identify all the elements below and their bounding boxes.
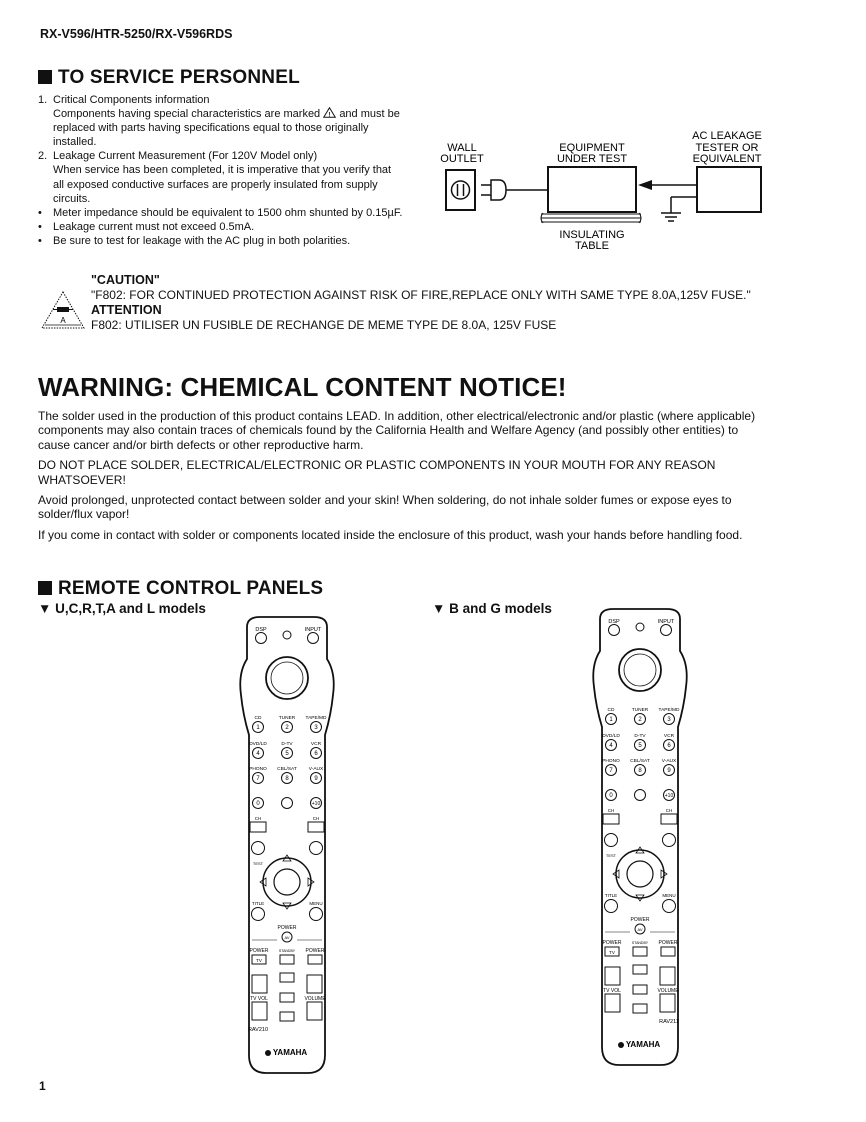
digit-label-8: 8: [285, 776, 289, 782]
tape-label: TAPE/MD: [305, 716, 327, 721]
item1-line1a: Components having special characteristics are marked: [53, 108, 321, 121]
model-number-left: RAV210: [247, 1027, 269, 1033]
cd-label: CD: [254, 716, 262, 721]
ch-label-left: CH: [254, 816, 262, 821]
power-av-label: POWER: [630, 917, 650, 923]
dvd-label: DVD/LD: [602, 734, 620, 739]
warning-paragraph-1: The solder used in the production of this product contains LEAD. In addition, other electrical/electronic and/or plastic (where applicable) components may also contain traces of chemicals found by the California Health and Welfare Agency (and possibly other entities) to cause cancer and/or birth defects or other reproductive harm.: [38, 409, 756, 452]
item2-line1: When service has been completed, it is imperative that you verify that: [53, 164, 392, 177]
ac-plug-icon: [481, 180, 548, 200]
digit-label-6: 6: [314, 751, 318, 757]
digit-label-2: 2: [638, 717, 642, 723]
ground-symbol-icon: [661, 197, 697, 221]
tvvol-label: TV VOL: [603, 988, 621, 994]
digit-label-plus10: +10: [311, 801, 321, 807]
item2-line2: all exposed conductive surfaces are properly insulated from supply: [53, 178, 378, 191]
digit-label-1: 1: [609, 717, 613, 723]
tester-label-1: AC LEAKAGE: [692, 130, 762, 142]
cd-label: CD: [607, 708, 615, 713]
wall-outlet-label-2: OUTLET: [440, 153, 484, 165]
standby-label: STANDBY: [631, 941, 649, 945]
equipment-label-1: EQUIPMENT: [559, 142, 625, 154]
dtv-label: D-TV: [634, 734, 646, 739]
item1-number: 1.: [38, 94, 48, 106]
digit-label-7: 7: [256, 776, 260, 782]
ch-label-left: CH: [607, 808, 615, 813]
item1-line2: replaced with parts having specifications equal to those originally: [53, 122, 369, 135]
power-av2-label: POWER: [305, 948, 325, 954]
test-label: TEST: [605, 853, 617, 858]
digit-label-2: 2: [285, 725, 289, 731]
item1-title: Critical Components information: [53, 94, 210, 106]
service-section-heading: [38, 67, 300, 89]
insulating-table: [541, 213, 641, 223]
service-title: TO SERVICE PERSONNEL: [58, 67, 300, 88]
square-bullet-icon: [38, 70, 52, 84]
digit-label-plus10: +10: [664, 793, 674, 799]
tuner-label: TUNER: [278, 716, 296, 721]
phono-label: PHONO: [249, 767, 267, 772]
digit-label-1: 1: [256, 725, 260, 731]
item1-line1b: and must be: [339, 108, 400, 121]
digit-label-7: 7: [609, 768, 613, 774]
digit-label-9: 9: [667, 768, 671, 774]
service-instructions: [38, 93, 438, 248]
svg-text:!: !: [328, 112, 331, 119]
av-label: AV: [637, 927, 643, 932]
wall-outlet-label-1: WALL: [447, 142, 477, 154]
title-label: TITLE: [251, 901, 265, 906]
warning-triangle-icon: [323, 107, 336, 118]
bullet-icon: •: [38, 220, 42, 233]
digit-label-6: 6: [667, 743, 671, 749]
av-label: AV: [284, 935, 290, 940]
dtv-label: D-TV: [281, 742, 293, 747]
bullet-icon: •: [38, 234, 42, 247]
title-label: TITLE: [604, 893, 618, 898]
tvvol-label: TV VOL: [250, 996, 268, 1002]
dsp-label: DSP: [255, 627, 267, 633]
warning-paragraph-3: Avoid prolonged, unprotected contact between solder and your skin! When soldering, do not inhale solder fumes or expose eyes to solder/flux vapor!: [38, 493, 732, 522]
standby-label: STANDBY: [278, 949, 296, 953]
phono-label: PHONO: [602, 759, 620, 764]
tester-label-2: TESTER OR: [695, 142, 759, 154]
tv-label: TV: [256, 958, 262, 963]
remote-section-heading: [38, 578, 323, 600]
tuner-label: TUNER: [631, 708, 649, 713]
vaux-label: V-AUX: [308, 767, 324, 772]
right-remote-caption: ▼ B and G models: [432, 601, 552, 616]
yamaha-logo-icon: [265, 1050, 271, 1056]
cblsat-label: CBL/SAT: [630, 759, 650, 764]
yamaha-logo-icon: [618, 1042, 624, 1048]
brand-left: YAMAHA: [272, 1048, 308, 1057]
left-remote-caption: ▼ U,C,R,T,A and L models: [38, 601, 206, 616]
dsp-label: DSP: [608, 619, 620, 625]
digit-label-3: 3: [667, 717, 671, 723]
caution-block: [91, 273, 751, 333]
item1-line3: installed.: [53, 136, 97, 149]
volume-label: VOLUME: [304, 996, 326, 1002]
vcr-label: VCR: [310, 742, 322, 747]
bullet-2: Leakage current must not exceed 0.5mA.: [53, 220, 255, 233]
item2-number: 2.: [38, 150, 48, 163]
leakage-test-diagram: [435, 125, 770, 255]
digit-label-5: 5: [638, 743, 642, 749]
item2-line3: circuits.: [53, 192, 91, 205]
tv-label: TV: [609, 950, 615, 955]
document-header-model: RX-V596/HTR-5250/RX-V596RDS: [40, 27, 233, 41]
warning-body: [38, 409, 766, 548]
page-number: 1: [39, 1079, 46, 1093]
tester-label-3: EQUIVALENT: [692, 153, 762, 165]
item1-body: [38, 107, 438, 149]
volume-label: VOLUME: [657, 988, 679, 994]
caution-text-fr: F802: UTILISER UN FUSIBLE DE RECHANGE DE MEME TYPE DE 8.0A, 125V FUSE: [91, 318, 557, 332]
table-label-1: INSULATING: [559, 229, 625, 241]
bullet-icon: •: [38, 206, 42, 219]
input-label: INPUT: [657, 619, 675, 625]
caution-fuse-icon: [40, 290, 86, 330]
item2-body: [38, 163, 438, 205]
digit-label-9: 9: [314, 776, 318, 782]
warning-paragraph-4: If you come in contact with solder or components located inside the enclosure of this product, wash your hands before handling food.: [38, 527, 743, 542]
dvd-label: DVD/LD: [249, 742, 267, 747]
menu-label: MENU: [309, 901, 323, 906]
digit-label-8: 8: [638, 768, 642, 774]
power-av2-label: POWER: [658, 940, 678, 946]
table-label-2: TABLE: [574, 240, 610, 252]
square-bullet-icon: [38, 581, 52, 595]
digit-label-5: 5: [285, 751, 289, 757]
ch-label-right: CH: [665, 808, 673, 813]
remote-control-left: [232, 615, 342, 1083]
equipment-box: [548, 167, 636, 212]
caution-title: "CAUTION": [91, 273, 160, 287]
bullet-3: Be sure to test for leakage with the AC plug in both polarities.: [53, 234, 351, 247]
attention-title: ATTENTION: [91, 303, 162, 317]
digit-label-0: 0: [609, 793, 613, 799]
caution-text-en: "F802: FOR CONTINUED PROTECTION AGAINST RISK OF FIRE,REPLACE ONLY WITH SAME TYPE 8.0A,125V FUSE.": [91, 288, 751, 302]
tester-box: [697, 167, 761, 212]
bullet-1: Meter impedance should be equivalent to 1500 ohm shunted by 0.15µF.: [53, 206, 403, 219]
digit-label-4: 4: [256, 751, 260, 757]
digit-label-0: 0: [256, 801, 260, 807]
remote-title: REMOTE CONTROL PANELS: [58, 578, 324, 599]
item2-title: Leakage Current Measurement (For 120V Model only): [53, 150, 318, 163]
caution-icon-letter: A: [60, 316, 66, 325]
digit-label-3: 3: [314, 725, 318, 731]
input-label: INPUT: [304, 627, 322, 633]
equipment-label-2: UNDER TEST: [556, 153, 628, 165]
power-tv-label: POWER: [602, 940, 622, 946]
arrow-left-icon: [638, 180, 697, 190]
cblsat-label: CBL/SAT: [277, 767, 297, 772]
power-tv-label: POWER: [249, 948, 269, 954]
digit-label-4: 4: [609, 743, 613, 749]
warning-title: WARNING: CHEMICAL CONTENT NOTICE!: [38, 372, 567, 402]
vaux-label: V-AUX: [661, 759, 677, 764]
wall-outlet-icon: [446, 170, 475, 210]
menu-label: MENU: [662, 893, 676, 898]
model-number-right: RAV211: [659, 1019, 679, 1025]
vcr-label: VCR: [663, 734, 675, 739]
brand-right: YAMAHA: [625, 1040, 661, 1049]
remote-control-right: [585, 607, 695, 1075]
ch-label-right: CH: [312, 816, 320, 821]
test-label: TEST: [252, 861, 264, 866]
warning-paragraph-2: DO NOT PLACE SOLDER, ELECTRICAL/ELECTRONIC OR PLASTIC COMPONENTS IN YOUR MOUTH FOR ANY REASON WHATSOEVER!: [38, 458, 716, 487]
tape-label: TAPE/MD: [658, 708, 680, 713]
power-av-label: POWER: [277, 925, 297, 931]
